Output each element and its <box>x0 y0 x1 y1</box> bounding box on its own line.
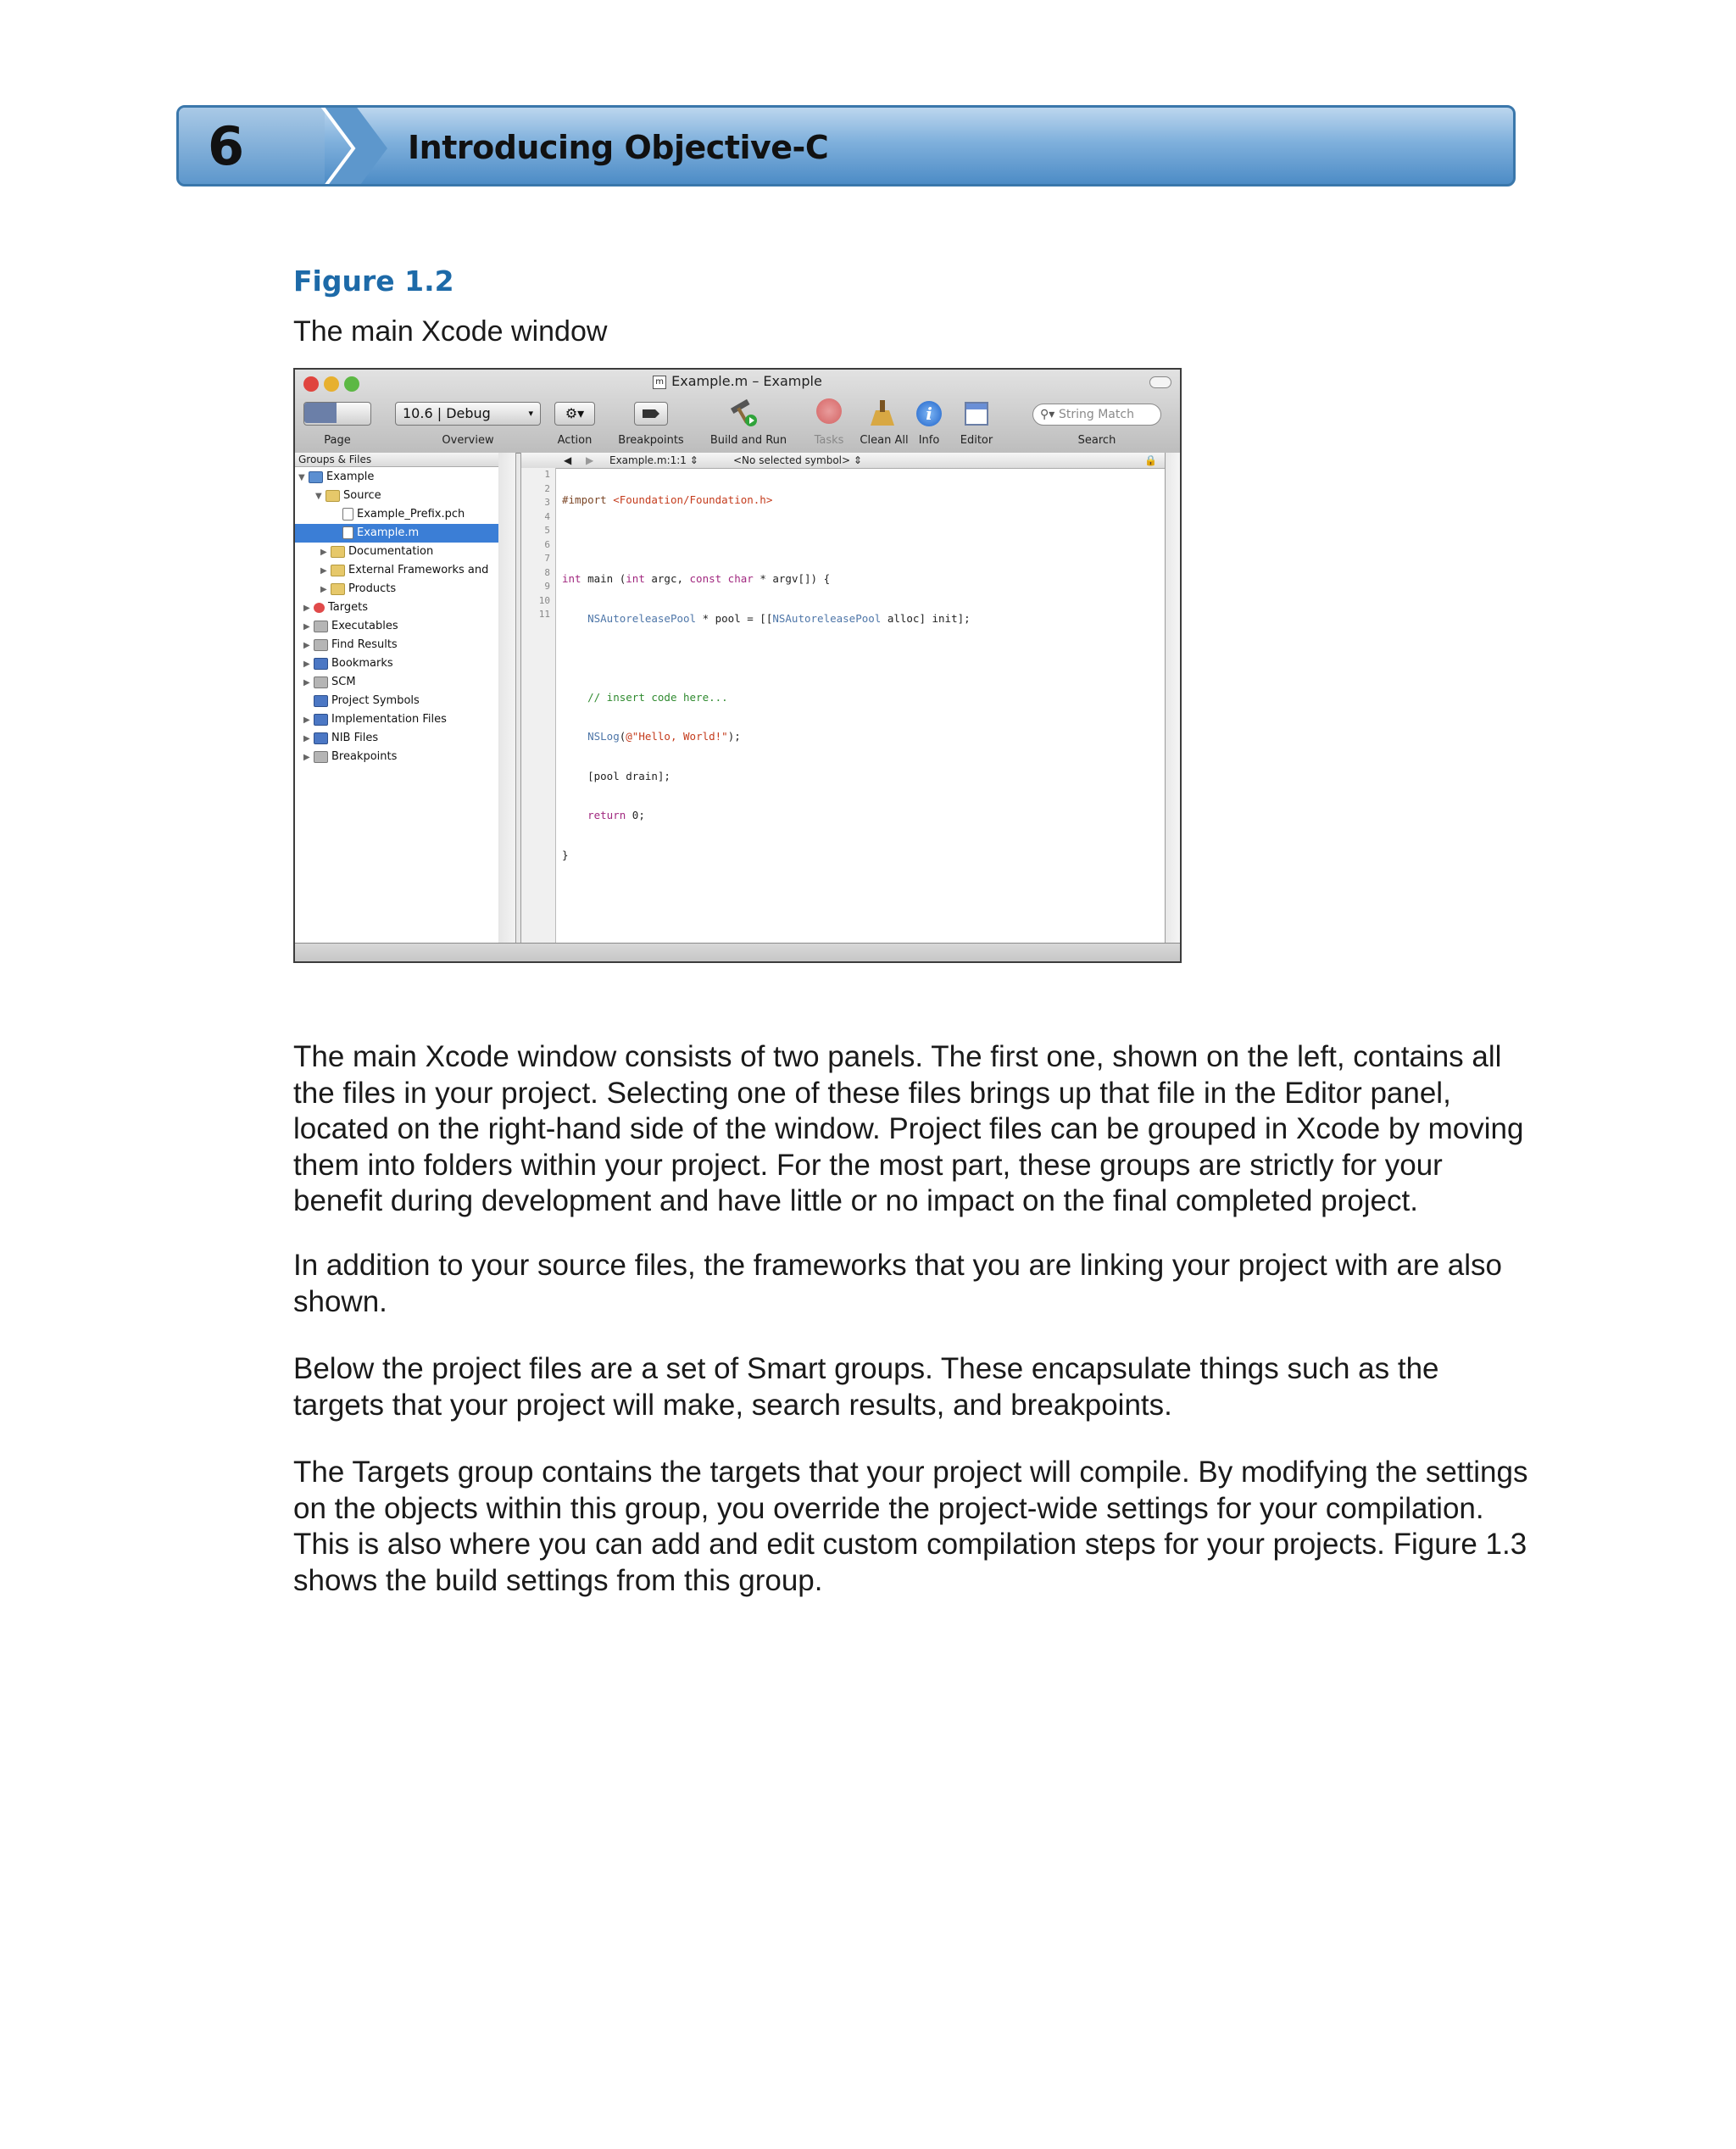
breakpoints-button[interactable] <box>634 402 668 426</box>
tree-item-documentation[interactable] <box>320 543 433 561</box>
toolbar-label-editor: Editor <box>960 434 993 447</box>
overview-popup-value: 10.6 | Debug <box>403 405 491 421</box>
editor-pane[interactable] <box>520 453 1166 943</box>
groups-header: Groups & Files <box>295 453 498 467</box>
search-field[interactable] <box>1032 404 1161 426</box>
line-number-gutter <box>521 468 556 943</box>
code-line-9: return 0; <box>587 809 645 821</box>
tree-item-products[interactable] <box>320 580 396 598</box>
chapter-number: 6 <box>208 115 245 177</box>
groups-scrollbar[interactable] <box>498 453 516 943</box>
line-number: 11 <box>538 609 550 620</box>
header-file-icon <box>342 508 353 521</box>
tree-item-targets[interactable] <box>303 598 368 617</box>
tree-item-scm[interactable] <box>303 673 356 692</box>
editor-scrollbar[interactable] <box>1165 453 1181 943</box>
folder-icon <box>331 583 345 595</box>
toolbar-label-search: Search <box>1077 434 1116 447</box>
disclosure-closed-icon: ▶ <box>303 753 310 762</box>
figure-label: Figure 1.2 <box>293 264 454 298</box>
xcode-window <box>293 368 1182 963</box>
tree-item-label: SCM <box>331 676 356 688</box>
bookmark-icon <box>314 658 328 670</box>
tree-item-label: Source <box>343 489 381 502</box>
disclosure-closed-icon: ▶ <box>303 678 310 688</box>
executables-icon <box>314 621 328 632</box>
tree-item-example-m[interactable] <box>295 524 498 543</box>
folder-icon <box>326 490 340 502</box>
chapter-header <box>176 105 1516 187</box>
tree-item-bookmarks[interactable] <box>303 654 393 673</box>
tree-item-find-results[interactable] <box>303 636 398 654</box>
tree-item-implementation-files[interactable] <box>303 710 447 729</box>
code-line-8: [pool drain]; <box>562 769 670 782</box>
tree-item-project-symbols[interactable] <box>314 692 420 710</box>
chevron-divider-icon <box>321 105 387 187</box>
code-line-6: // insert code here... <box>587 690 728 704</box>
window-title-text: Example.m – Example <box>671 373 822 389</box>
project-icon <box>309 471 323 483</box>
page-segmented-control[interactable] <box>303 402 371 426</box>
toolbar-label-overview: Overview <box>442 434 494 447</box>
disclosure-closed-icon: ▶ <box>303 715 310 725</box>
code-line-7: NSLog(@"Hello, World!"); <box>587 730 741 743</box>
tree-item-label: Example_Prefix.pch <box>357 508 465 521</box>
file-type-icon: m <box>653 376 666 389</box>
disclosure-closed-icon: ▶ <box>303 604 310 613</box>
smart-folder-icon <box>314 732 328 744</box>
tree-item-label: Implementation Files <box>331 713 447 726</box>
disclosure-closed-icon: ▶ <box>303 660 310 669</box>
chapter-number-box <box>179 108 325 184</box>
body-paragraph-1: The main Xcode window consists of two panels. The first one, shown on the left, contains all the files in your project. Selecting one of these files brings up that file in the Editor panel, located on the right-hand side of the window. Project files can be grouped in Xcode by moving them into folders within your project. For the most part, these groups are strictly for your benefit during development and have little or no impact on the final completed project. <box>293 1040 1524 1217</box>
folder-icon <box>331 565 345 576</box>
clean-all-broom-icon[interactable] <box>865 398 899 435</box>
lock-icon[interactable]: 🔒 <box>1144 454 1157 466</box>
toolbar-label-action: Action <box>557 434 593 447</box>
editor-navigation-bar <box>521 453 1166 469</box>
tree-item-prefix-pch[interactable] <box>342 505 465 524</box>
code-line-2 <box>562 533 971 548</box>
breakpoint-icon <box>643 409 659 418</box>
breakpoints-icon <box>314 751 328 763</box>
code-line-11 <box>562 888 971 902</box>
line-number: 9 <box>544 581 550 592</box>
tree-item-label: External Frameworks and <box>348 564 489 576</box>
symbol-popup[interactable]: <No selected symbol> ⇕ <box>733 454 862 466</box>
file-history-popup[interactable]: Example.m:1:1 ⇕ <box>609 454 698 466</box>
editor-window-icon[interactable] <box>960 398 993 427</box>
groups-and-files-pane <box>295 453 499 943</box>
tree-item-label: Project Symbols <box>331 694 420 707</box>
toolbar-label-clean-all: Clean All <box>860 434 909 447</box>
chevron-down-icon: ▾ <box>528 408 533 419</box>
disclosure-closed-icon: ▶ <box>320 548 327 557</box>
target-icon <box>314 603 325 613</box>
line-number: 2 <box>544 482 550 494</box>
file-history-value: Example.m:1:1 <box>609 454 687 466</box>
disclosure-closed-icon: ▶ <box>320 566 327 576</box>
disclosure-closed-icon: ▶ <box>320 585 327 594</box>
back-arrow-icon[interactable]: ◀ <box>564 454 572 466</box>
stop-tasks-icon[interactable] <box>812 398 846 431</box>
tree-item-executables[interactable] <box>303 617 398 636</box>
folder-icon <box>331 546 345 558</box>
tree-item-label: Find Results <box>331 638 398 651</box>
line-number: 5 <box>544 525 550 536</box>
scm-icon <box>314 676 328 688</box>
disclosure-open-icon: ▼ <box>298 473 305 482</box>
line-number: 1 <box>544 469 550 480</box>
page-editor-icon <box>304 403 337 423</box>
magnifier-icon <box>314 639 328 651</box>
action-button[interactable] <box>554 402 595 426</box>
body-paragraph-4: The Targets group contains the targets that your project will compile. By modifying the settings on the objects within this group, you override the project-wide settings for your compilation. This is also where you can add and edit custom compilation steps for your projects. Figure 1.3 shows the build settings from this group. <box>293 1456 1528 1597</box>
tree-item-source[interactable] <box>315 487 381 505</box>
toolbar-label-breakpoints: Breakpoints <box>618 434 684 447</box>
tree-item-label: NIB Files <box>331 732 379 744</box>
code-line-1: #import <Foundation/Foundation.h> <box>562 493 773 506</box>
line-number: 4 <box>544 510 550 522</box>
code-line-3: int main (int argc, const char * argv[]) { <box>562 572 831 585</box>
body-paragraph-3: Below the project files are a set of Smart groups. These encapsulate things such as the targets that your project will make, search results, and breakpoints. <box>293 1352 1439 1422</box>
tree-item-label: Executables <box>331 620 398 632</box>
info-icon[interactable]: i <box>912 398 946 427</box>
line-number: 10 <box>538 594 550 606</box>
tree-item-label: Targets <box>328 601 368 614</box>
toolbar-label-info: Info <box>918 434 940 447</box>
toolbar-toggle-button[interactable] <box>1149 376 1171 388</box>
source-code[interactable] <box>562 468 971 927</box>
gear-icon: ⚙▾ <box>565 405 585 421</box>
tree-item-external-frameworks[interactable] <box>320 561 488 580</box>
line-number: 3 <box>544 497 550 508</box>
symbols-cube-icon <box>314 695 328 707</box>
build-and-run-hammer-icon[interactable] <box>723 398 765 435</box>
symbol-popup-value: <No selected symbol> <box>733 454 851 466</box>
tree-item-example[interactable] <box>298 468 374 487</box>
search-icon: ⚲▾ <box>1040 408 1055 421</box>
code-line-5 <box>562 651 971 665</box>
disclosure-closed-icon: ▶ <box>303 641 310 650</box>
figure-caption: The main Xcode window <box>293 315 608 348</box>
tree-item-label: Example.m <box>357 526 420 539</box>
tree-item-label: Products <box>348 582 397 595</box>
toolbar-label-tasks: Tasks <box>814 434 844 447</box>
code-line-4: NSAutoreleasePool * pool = [[NSAutoreleasePool alloc] init]; <box>587 611 971 625</box>
toolbar-label-page: Page <box>324 434 351 447</box>
line-number: 6 <box>544 538 550 550</box>
tree-item-label: Breakpoints <box>331 750 398 763</box>
chapter-title: Introducing Objective-C <box>408 129 829 166</box>
tree-item-label: Example <box>326 470 375 483</box>
xcode-toolbar <box>295 370 1180 454</box>
tree-item-label: Documentation <box>348 545 434 558</box>
code-line-10: } <box>562 848 569 861</box>
search-placeholder: String Match <box>1059 408 1134 421</box>
body-paragraph-2: In addition to your source files, the frameworks that you are linking your project with are also shown. <box>293 1249 1502 1318</box>
window-title <box>295 373 1180 389</box>
toolbar-label-build-and-run: Build and Run <box>709 434 787 447</box>
line-number: 7 <box>544 553 550 564</box>
disclosure-open-icon: ▼ <box>315 492 322 501</box>
line-number: 8 <box>544 566 550 578</box>
disclosure-closed-icon: ▶ <box>303 734 310 743</box>
tree-item-breakpoints[interactable] <box>303 748 397 766</box>
forward-arrow-icon[interactable]: ▶ <box>586 454 594 466</box>
disclosure-closed-icon: ▶ <box>303 622 310 632</box>
tree-item-nib-files[interactable] <box>303 729 378 748</box>
overview-popup[interactable] <box>395 402 541 426</box>
tree-item-label: Bookmarks <box>331 657 393 670</box>
smart-folder-icon <box>314 714 328 726</box>
implementation-file-icon <box>342 526 353 539</box>
window-status-bar <box>295 943 1180 963</box>
